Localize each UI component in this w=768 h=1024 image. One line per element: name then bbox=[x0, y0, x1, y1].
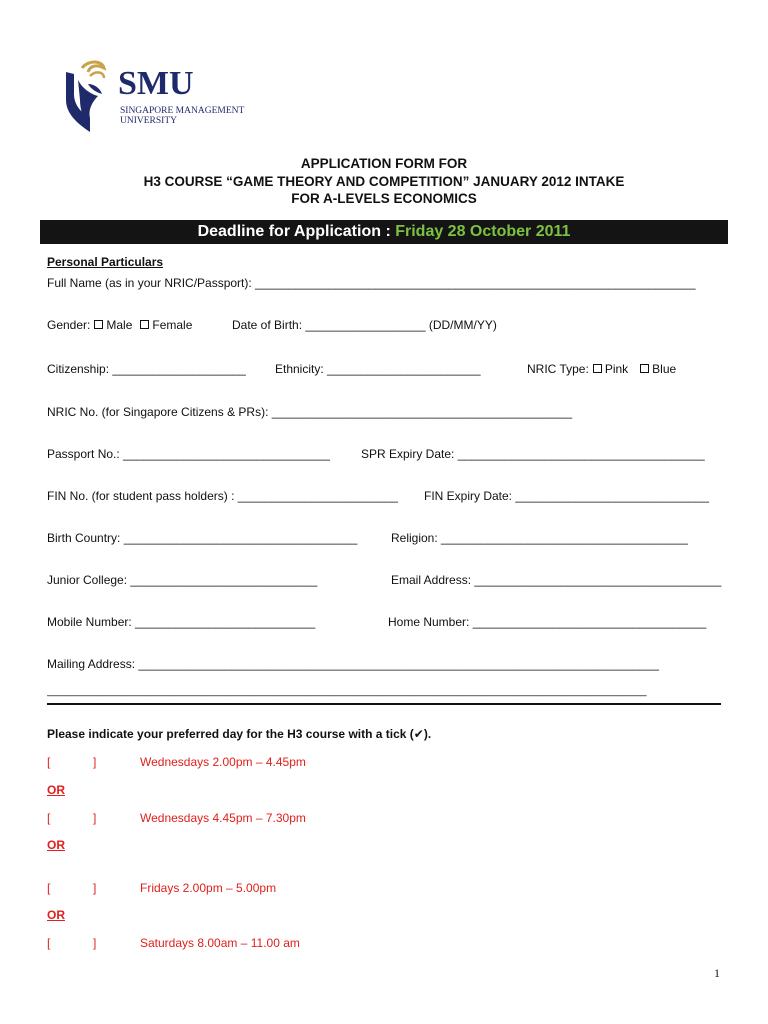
deadline-label: Deadline for Application : bbox=[197, 223, 396, 240]
or-separator-2: OR bbox=[47, 838, 65, 852]
option-4-bracket-close: ] bbox=[93, 936, 97, 950]
passport-number-field[interactable]: Passport No.: _______________________________ bbox=[47, 447, 330, 461]
male-label: Male bbox=[106, 318, 133, 332]
option-row-2[interactable] bbox=[0, 811, 768, 827]
nric-type-row bbox=[527, 362, 676, 376]
smu-logo bbox=[60, 60, 280, 136]
blue-checkbox[interactable] bbox=[640, 364, 649, 373]
nric-type-label: NRIC Type: bbox=[527, 362, 589, 376]
or-separator-1: OR bbox=[47, 783, 65, 797]
page-number: 1 bbox=[714, 966, 720, 980]
nric-number-field[interactable]: NRIC No. (for Singapore Citizens & PRs): _____________________________________________ bbox=[47, 405, 573, 419]
gender-row bbox=[47, 318, 192, 332]
pink-checkbox[interactable] bbox=[593, 364, 602, 373]
fin-number-field[interactable]: FIN No. (for student pass holders) : ________________________ bbox=[47, 489, 398, 503]
junior-college-field[interactable]: Junior College: ____________________________ bbox=[47, 573, 318, 587]
ethnicity-field[interactable]: Ethnicity: _______________________ bbox=[275, 362, 481, 376]
option-4-label: Saturdays 8.00am – 11.00 am bbox=[140, 936, 300, 950]
deadline-banner bbox=[40, 220, 728, 244]
religion-field[interactable]: Religion: _____________________________________ bbox=[391, 531, 688, 545]
smu-emblem-icon bbox=[60, 60, 280, 136]
gender-label: Gender: bbox=[47, 318, 91, 332]
option-1-bracket-close: ] bbox=[93, 755, 97, 769]
fin-expiry-field[interactable]: FIN Expiry Date: _____________________________ bbox=[424, 489, 709, 503]
home-number-field[interactable]: Home Number: ___________________________________ bbox=[388, 615, 707, 629]
option-row-3[interactable] bbox=[0, 881, 768, 897]
citizenship-field[interactable]: Citizenship: ____________________ bbox=[47, 362, 246, 376]
mailing-address-line-2[interactable]: __________________________________________________________________________________________________ bbox=[47, 685, 647, 697]
section-personal-particulars: Personal Particulars bbox=[47, 255, 164, 269]
option-row-4[interactable] bbox=[0, 936, 768, 952]
option-4-bracket-open: [ bbox=[47, 936, 51, 950]
svg-text:SMU: SMU bbox=[118, 65, 194, 102]
option-3-label: Fridays 2.00pm – 5.00pm bbox=[140, 881, 277, 895]
svg-text:SINGAPORE MANAGEMENT: SINGAPORE MANAGEMENT bbox=[120, 106, 245, 116]
option-1-bracket-open: [ bbox=[47, 755, 51, 769]
preference-prompt: Please indicate your preferred day for the H3 course with a tick (✔). bbox=[47, 727, 432, 741]
or-separator-3: OR bbox=[47, 908, 65, 922]
birth-country-field[interactable]: Birth Country: ___________________________________ bbox=[47, 531, 358, 545]
option-2-bracket-open: [ bbox=[47, 811, 51, 825]
option-1-label: Wednesdays 2.00pm – 4.45pm bbox=[140, 755, 306, 769]
form-title-line-1: APPLICATION FORM FOR bbox=[300, 156, 468, 171]
option-2-bracket-close: ] bbox=[93, 811, 97, 825]
form-title-line-2: H3 COURSE “GAME THEORY AND COMPETITION” JANUARY 2012 INTAKE bbox=[143, 174, 625, 189]
option-3-bracket-open: [ bbox=[47, 881, 51, 895]
male-checkbox[interactable] bbox=[94, 320, 103, 329]
pink-label: Pink bbox=[604, 362, 629, 376]
female-checkbox[interactable] bbox=[140, 320, 149, 329]
svg-text:UNIVERSITY: UNIVERSITY bbox=[120, 116, 177, 126]
section-divider bbox=[47, 703, 721, 705]
date-of-birth-field[interactable]: Date of Birth: __________________ (DD/MM/YY) bbox=[232, 318, 497, 332]
deadline-date: Friday 28 October 2011 bbox=[395, 223, 571, 240]
mobile-number-field[interactable]: Mobile Number: ___________________________ bbox=[47, 615, 316, 629]
full-name-field[interactable]: Full Name (as in your NRIC/Passport): __________________________________________________________________ bbox=[47, 276, 696, 290]
blue-label: Blue bbox=[652, 362, 677, 376]
email-field[interactable]: Email Address: _____________________________________ bbox=[391, 573, 722, 587]
mailing-address-field[interactable]: Mailing Address: ______________________________________________________________________________ bbox=[47, 657, 659, 671]
female-label: Female bbox=[152, 318, 193, 332]
spr-expiry-field[interactable]: SPR Expiry Date: _____________________________________ bbox=[361, 447, 705, 461]
option-2-label: Wednesdays 4.45pm – 7.30pm bbox=[140, 811, 306, 825]
option-3-bracket-close: ] bbox=[93, 881, 97, 895]
option-row-1[interactable] bbox=[0, 755, 768, 771]
form-title-line-3: FOR A-LEVELS ECONOMICS bbox=[291, 191, 477, 206]
